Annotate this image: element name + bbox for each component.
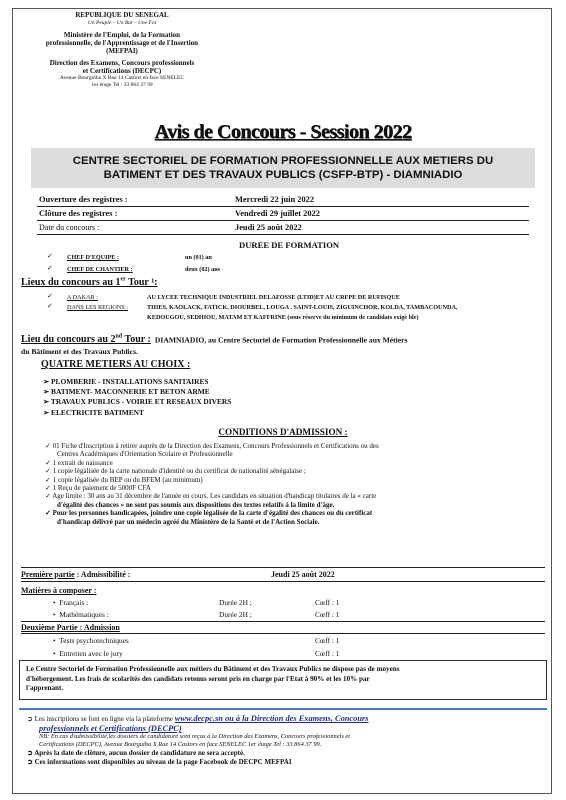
duree-item-2-value: deux (02) ans (185, 266, 221, 273)
divider (21, 567, 545, 568)
footer-line-3: ➲ Après la date de clôture, aucun dossier de candidature ne sera accepté. (27, 749, 245, 757)
ministry-name: Ministère de l'Emploi, de la Formation professionnelle, de l'Apprentissage et de l'Insertion (MEFPAI) (45, 31, 199, 55)
footer-line-1: ➲ Les inscriptions se font en ligne via la plateforme www.decpc.sn ou à la Direction des Examens, Concours (27, 714, 369, 723)
check-icon: ✓ (47, 292, 53, 300)
footer-line-4: ➲ Ces informations sont disponibles au niveau de la page Facebook de DECPC MEFPAI (27, 758, 292, 766)
lieux2-block: Lieu du concours au 2nd Tour : DIAMNIADIO, au Centre Sectoriel de Formation Professionnelle aux Métiers du Bâtiment et des Travaux Publics. (21, 334, 408, 357)
check-icon: ✓ (47, 302, 53, 310)
condition-item: ✓ 01 Fiche d'Inscription à retirer auprès de la Direction des Examens, Concours Professionnels et Certifications ou des (45, 442, 379, 450)
notice-line-2: d'hébergement. Les frais de scolarités des candidats retenus seront pris en charge par l'Etat à 90% et les 10% par (26, 674, 370, 683)
condition-item-cont: Centres Académiques d'Orientation Scolaire et Professionnelle (57, 450, 233, 459)
metiers-heading: QUATRE METIERS AU CHOIX : (41, 359, 191, 370)
lieux2-text-1: DIAMNIADIO, au Centre Sectoriel de Formation Professionnelle aux Métiers (154, 335, 408, 345)
partie1-date: Jeudi 25 août 2022 (271, 570, 335, 579)
partie2-row: • Tests psychotechniques (53, 636, 129, 645)
banner-line-1: CENTRE SECTORIEL DE FORMATION PROFESSIONNELLE AUX METIERS DU (72, 155, 494, 167)
date-exam-label: Date du concours : (39, 223, 100, 232)
lieux1-regions-value-2: KEDOUGOU, SEDHIOU, MATAM ET KAFFRINE (sous réserve du minimum de candidats exigé ble) (147, 314, 419, 321)
metier-item: ➢ BATIMENT- MACONNERIE ET BETON ARME (43, 387, 210, 397)
arrow-icon: ➢ (43, 397, 51, 407)
conditions-heading: CONDITIONS D'ADMISSION : (218, 427, 348, 437)
duree-heading: DUREE DE FORMATION (239, 240, 340, 250)
center-banner (31, 148, 535, 188)
matiere-coeff: Cœff : 1 (315, 598, 340, 607)
duree-item-1-label: CHEF D'EQUIPE : (67, 254, 120, 261)
check-icon: ✓ (45, 492, 53, 501)
matieres-heading: Matières à composer : (21, 586, 97, 595)
header-block (37, 11, 207, 88)
duree-item-2-label: CHEF DE CHANTIER : (67, 266, 133, 273)
footer-nb-2: Certifications (DECPC), Avenue Bourguiba X Rue 14 Castors en face SENELEC 1er étage Tel : 33 864 37 99. (39, 741, 322, 748)
arrow-circle-icon: ➲ (27, 758, 35, 766)
divider (21, 621, 545, 622)
notice-page (12, 8, 552, 794)
country-name: REPUBLIQUE DU SENEGAL (75, 11, 169, 19)
lieux1-regions-label: DANS LES REGIONS : (67, 304, 129, 311)
metier-item: ➢ PLOMBERIE - INSTALLATIONS SANITAIRES (43, 377, 209, 386)
partie2-coeff: Cœff : 1 (315, 649, 340, 658)
partie2-heading: Deuxième Partie : Admission (21, 623, 120, 632)
condition-item: ✓ Age limite : 30 ans au 31 décembre de l'année en cours. Les candidats en situation d'handicap titulaires de la « carte (45, 492, 377, 501)
check-icon: ✓ (45, 442, 53, 450)
check-icon: ✓ (47, 264, 53, 272)
banner-line-2: BATIMENT ET DES TRAVAUX PUBLICS (CSFP-BTP) - DIAMNIADIO (103, 169, 463, 181)
metiers-list (43, 377, 231, 418)
check-icon: ✓ (45, 458, 53, 467)
lieux1-dakar-label: A DAKAR : (67, 294, 98, 301)
date-exam-value: Jeudi 25 août 2022 (235, 223, 302, 232)
motto: Un Peuple – Un But – Une Foi (87, 20, 157, 26)
bullet-icon: • (53, 610, 60, 619)
divider (21, 633, 545, 634)
matiere-row: • Français : (53, 598, 89, 607)
lieux1-heading: Lieux du concours au 1er Tour ¹: (21, 277, 158, 289)
check-icon: ✓ (45, 467, 53, 476)
partie2-coeff: Cœff : 1 (315, 636, 340, 645)
condition-item-cont: d'handicap délivré par un médecin agréé du Ministère de la Santé et de l'Action Sociale. (57, 517, 320, 526)
date-closing-label: Clôture des registres : (39, 209, 118, 218)
address: Avenue Bourguiba X Rue 14 Castors en face SENELEC (59, 75, 185, 81)
notice-box (19, 660, 547, 700)
metier-item: ➢ ELECTRICITE BATIMENT (43, 407, 144, 417)
divider (37, 206, 529, 207)
notice-line-1: Le Centre Sectoriel de Formation Professionnelle aux métiers du Bâtiment et des Travaux Publics ne dispose pas de moyens (26, 665, 400, 673)
divider (37, 220, 529, 221)
condition-item: ✓ 1 Reçu de paiement de 5000F CFA (45, 484, 151, 493)
lieux2-text-2: du Bâtiment et des Travaux Publics. (21, 347, 139, 357)
condition-item: ✓ Pour les personnes handicapées, joindre une copie légalisée de la carte d'égalité des chances ou du certificat (45, 509, 373, 518)
notice-line-3: l'apprenant. (26, 684, 64, 693)
direction-name: Direction des Examens, Concours professionnels et Certifications (DECPC) (49, 59, 195, 75)
partie2-row: • Entretien avec le jury (53, 649, 123, 658)
check-icon: ✓ (45, 484, 53, 493)
lieux1-dakar-value: AU LYCEE TECHNIQUE INDUSTRIEL DELAFOSSE (LTID)ET AU CRFPE DE RUFISQUE (147, 294, 400, 301)
arrow-icon: ➢ (43, 387, 52, 397)
footer-nb-1: NB: En cas d'admissibilité,les dossiers de candidature sont reçus à la Direction des Examens, Concours professionnels et (39, 733, 351, 740)
conditions-list (45, 442, 545, 526)
lieux1-regions-value: THIES, KAOLACK, FATICK, DIOURBEL, LOUGA , SAINT-LOUIS, ZIGUINCHOR, KOLDA, TAMBACOUNDA, (147, 304, 458, 311)
footer-divider (19, 708, 547, 710)
check-icon: ✓ (45, 475, 53, 484)
condition-item-cont: d'égalité des chances » ne sont pas soumis aux dispositions des textes relatifs à la limite d'âge. (57, 500, 335, 509)
bullet-icon: • (53, 598, 60, 607)
arrow-circle-icon: ➲ (27, 749, 35, 757)
footer-block (27, 714, 543, 767)
metier-item: ➢ TRAVAUX PUBLICS - VOIRIE ET RESEAUX DIVERS (43, 397, 232, 407)
divider (21, 581, 545, 582)
condition-item: ✓ 1 copie légalisée du BEP ou du BFEM (au minimum) (45, 475, 203, 484)
duree-item-1-value: un (01) an (185, 254, 212, 261)
matiere-row: • Mathématiques : (53, 610, 109, 619)
check-icon: ✓ (47, 252, 53, 260)
arrow-circle-icon: ➲ (27, 715, 35, 723)
arrow-icon: ➢ (43, 377, 52, 386)
bullet-icon: • (53, 649, 60, 658)
date-opening-label: Ouverture des registres : (39, 195, 128, 204)
matiere-coeff: Cœff : 1 (315, 610, 340, 619)
matiere-duree: Durée 2H ; (219, 610, 252, 619)
divider (37, 234, 529, 235)
check-icon: ✓ (45, 509, 53, 518)
matiere-duree: Durée 2H ; (219, 598, 252, 607)
bullet-icon: • (53, 636, 60, 645)
condition-item: ✓ 1 copie légalisée de la carte nationale d'identité ou du certificat de nationalité sénégalaise ; (45, 467, 306, 476)
floor-tel: 1er étage Tel : 33 864 37 99 (91, 81, 153, 88)
platform-link[interactable]: www.decpc.sn ou à la Direction des Examens, Concours (174, 714, 369, 723)
arrow-icon: ➢ (43, 407, 52, 417)
partie1-label: Première partie : Admissibilité : (21, 570, 131, 579)
platform-link-cont[interactable]: professionnels et Certifications (DECPC) (39, 724, 182, 733)
date-closing-value: Vendredi 29 juillet 2022 (235, 209, 320, 218)
date-opening-value: Mercredi 22 juin 2022 (235, 195, 315, 204)
page-title: Avis de Concours - Session 2022 (154, 121, 412, 143)
condition-item: ✓ 1 extrait de naissance (45, 458, 113, 467)
